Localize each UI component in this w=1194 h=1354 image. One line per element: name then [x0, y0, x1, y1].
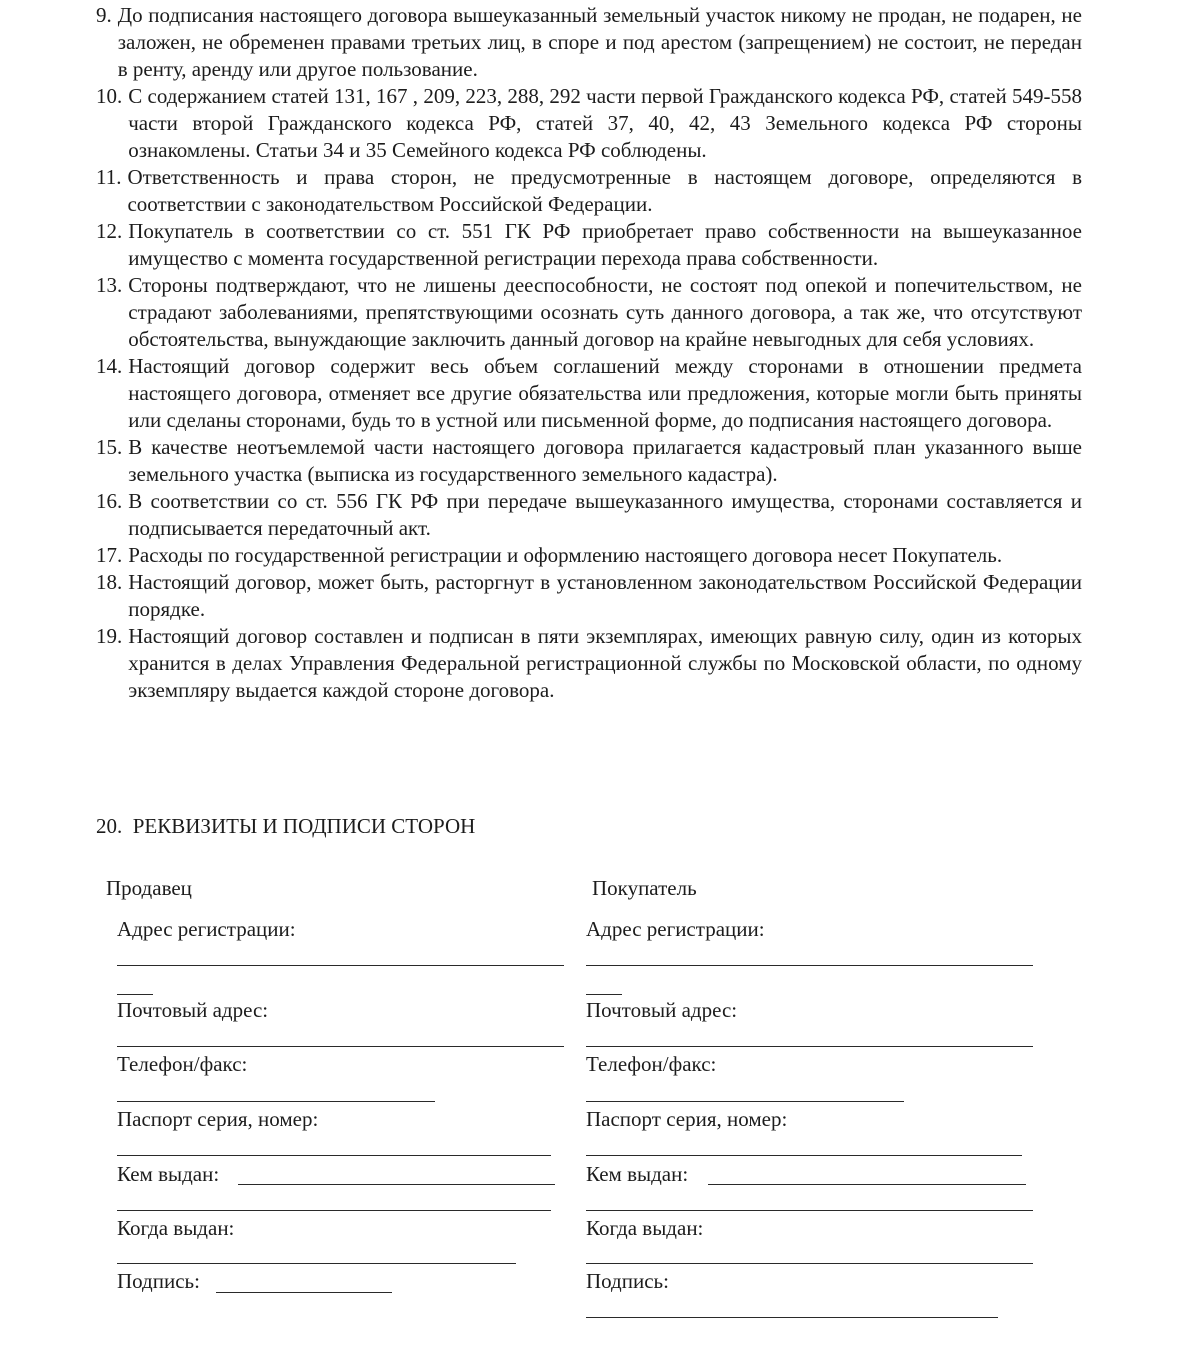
clause-14 — [96, 353, 1082, 434]
clause-19 — [96, 623, 1082, 704]
clause-number: 18. — [96, 570, 123, 594]
seller-signature-label: Подпись: — [117, 1269, 200, 1293]
contract-clauses — [96, 2, 1082, 704]
buyer-phone-line[interactable] — [586, 1101, 904, 1102]
clause-number: 10. — [96, 84, 123, 108]
buyer-signature-line[interactable] — [586, 1317, 998, 1318]
buyer-block — [584, 876, 1054, 1346]
clause-text: С содержанием статей 131, 167 , 209, 223, 288, 292 части первой Гражданского кодекса РФ, статей 549-558 части второй Гражданского кодекса РФ, статей 37, 40, 42, 43 Земельного кодекса РФ стороны ознакомлены. Статьи 34 и 35 Семейного кодекса РФ соблюдены. — [128, 84, 1082, 162]
clause-11 — [96, 164, 1082, 218]
clause-text: Настоящий договор составлен и подписан в пяти экземплярах, имеющих равную силу, один из которых хранится в делах Управления Федеральной регистрационной службы по Московской области, по одному экземпляру выдается каждой стороне договора. — [128, 624, 1082, 702]
clause-number: 11. — [96, 165, 122, 189]
clause-text: Расходы по государственной регистрации и оформлению настоящего договора несет Покупатель. — [128, 543, 1003, 567]
buyer-issued-by-label: Кем выдан: — [586, 1162, 689, 1186]
clause-number: 17. — [96, 543, 123, 567]
buyer-phone-label: Телефон/факс: — [586, 1052, 717, 1076]
clause-text: Ответственность и права сторон, не предусмотренные в настоящем договоре, определяются в соответствии с законодательством Российской Федерации. — [127, 165, 1082, 216]
buyer-issued-by-line[interactable] — [708, 1184, 1026, 1185]
buyer-postal-label: Почтовый адрес: — [586, 998, 738, 1022]
seller-address-line[interactable] — [117, 965, 564, 966]
clause-number: 9. — [96, 3, 112, 27]
seller-address-label: Адрес регистрации: — [117, 917, 296, 941]
clause-number: 15. — [96, 435, 123, 459]
seller-passport-line[interactable] — [117, 1155, 551, 1156]
clause-13 — [96, 272, 1082, 353]
buyer-issued-when-line[interactable] — [586, 1263, 1033, 1264]
seller-postal-line[interactable] — [117, 1046, 564, 1047]
clause-text: Стороны подтверждают, что не лишены дееспособности, не состоят под опекой и попечительством, не страдают заболеваниями, препятствующими осознать суть данного договора, а так же, что отсутствуют обстоятельства, вынуждающие заключить данный договор на крайне невыгодных для себя условиях. — [128, 273, 1082, 351]
seller-passport-label: Паспорт серия, номер: — [117, 1107, 319, 1131]
seller-issued-when-label: Когда выдан: — [117, 1216, 235, 1240]
seller-issued-by-line[interactable] — [238, 1184, 555, 1185]
buyer-passport-line[interactable] — [586, 1155, 1022, 1156]
clause-number: 13. — [96, 273, 123, 297]
seller-issued-by-line-2[interactable] — [117, 1210, 551, 1211]
buyer-title: Покупатель — [592, 876, 697, 900]
clause-text: Покупатель в соответствии со ст. 551 ГК РФ приобретает право собственности на вышеуказанное имущество с момента государственной регистрации перехода права собственности. — [128, 219, 1082, 270]
buyer-issued-by-line-2[interactable] — [586, 1210, 1033, 1211]
seller-issued-when-line[interactable] — [117, 1263, 516, 1264]
clause-text: Настоящий договор содержит весь объем соглашений между сторонами в отношении предмета настоящего договора, отменяет все другие обязательства или предложения, которые могли быть приняты или сделаны сторонами, будь то в устной или письменной форме, до подписания настоящего договора. — [128, 354, 1082, 432]
buyer-issued-when-label: Когда выдан: — [586, 1216, 704, 1240]
clause-18 — [96, 569, 1082, 623]
seller-address-line-extra[interactable] — [117, 994, 153, 995]
clause-16 — [96, 488, 1082, 542]
buyer-signature-label: Подпись: — [586, 1269, 669, 1293]
buyer-address-line[interactable] — [586, 965, 1033, 966]
seller-phone-line[interactable] — [117, 1101, 435, 1102]
seller-block — [96, 876, 566, 1346]
clause-number: 16. — [96, 489, 123, 513]
seller-phone-label: Телефон/факс: — [117, 1052, 248, 1076]
clause-15 — [96, 434, 1082, 488]
seller-title: Продавец — [106, 876, 192, 900]
clause-number: 19. — [96, 624, 123, 648]
seller-signature-line[interactable] — [216, 1292, 392, 1293]
seller-issued-by-label: Кем выдан: — [117, 1162, 220, 1186]
clause-10 — [96, 83, 1082, 164]
clause-text: В качестве неотъемлемой части настоящего договора прилагается кадастровый план указанного выше земельного участка (выписка из государственного земельного кадастра). — [128, 435, 1082, 486]
clause-number: 12. — [96, 219, 123, 243]
clause-12 — [96, 218, 1082, 272]
clause-text: В соответствии со ст. 556 ГК РФ при передаче вышеуказанного имущества, сторонами составляется и подписывается передаточный акт. — [128, 489, 1082, 540]
clause-text: До подписания настоящего договора вышеуказанный земельный участок никому не продан, не подарен, не заложен, не обременен правами третьих лиц, в споре и под арестом (запрещением) не состоит, не передан в ренту, аренду или другое пользование. — [117, 3, 1082, 81]
requisites-heading: 20. РЕКВИЗИТЫ И ПОДПИСИ СТОРОН — [96, 814, 476, 838]
clause-number: 14. — [96, 354, 123, 378]
buyer-address-label: Адрес регистрации: — [586, 917, 765, 941]
seller-postal-label: Почтовый адрес: — [117, 998, 269, 1022]
buyer-address-line-extra[interactable] — [586, 994, 622, 995]
clause-17 — [96, 542, 1082, 569]
clause-9 — [96, 2, 1082, 83]
buyer-postal-line[interactable] — [586, 1046, 1033, 1047]
buyer-passport-label: Паспорт серия, номер: — [586, 1107, 788, 1131]
clause-text: Настоящий договор, может быть, расторгнут в установленном законодательством Российской Федерации порядке. — [128, 570, 1082, 621]
